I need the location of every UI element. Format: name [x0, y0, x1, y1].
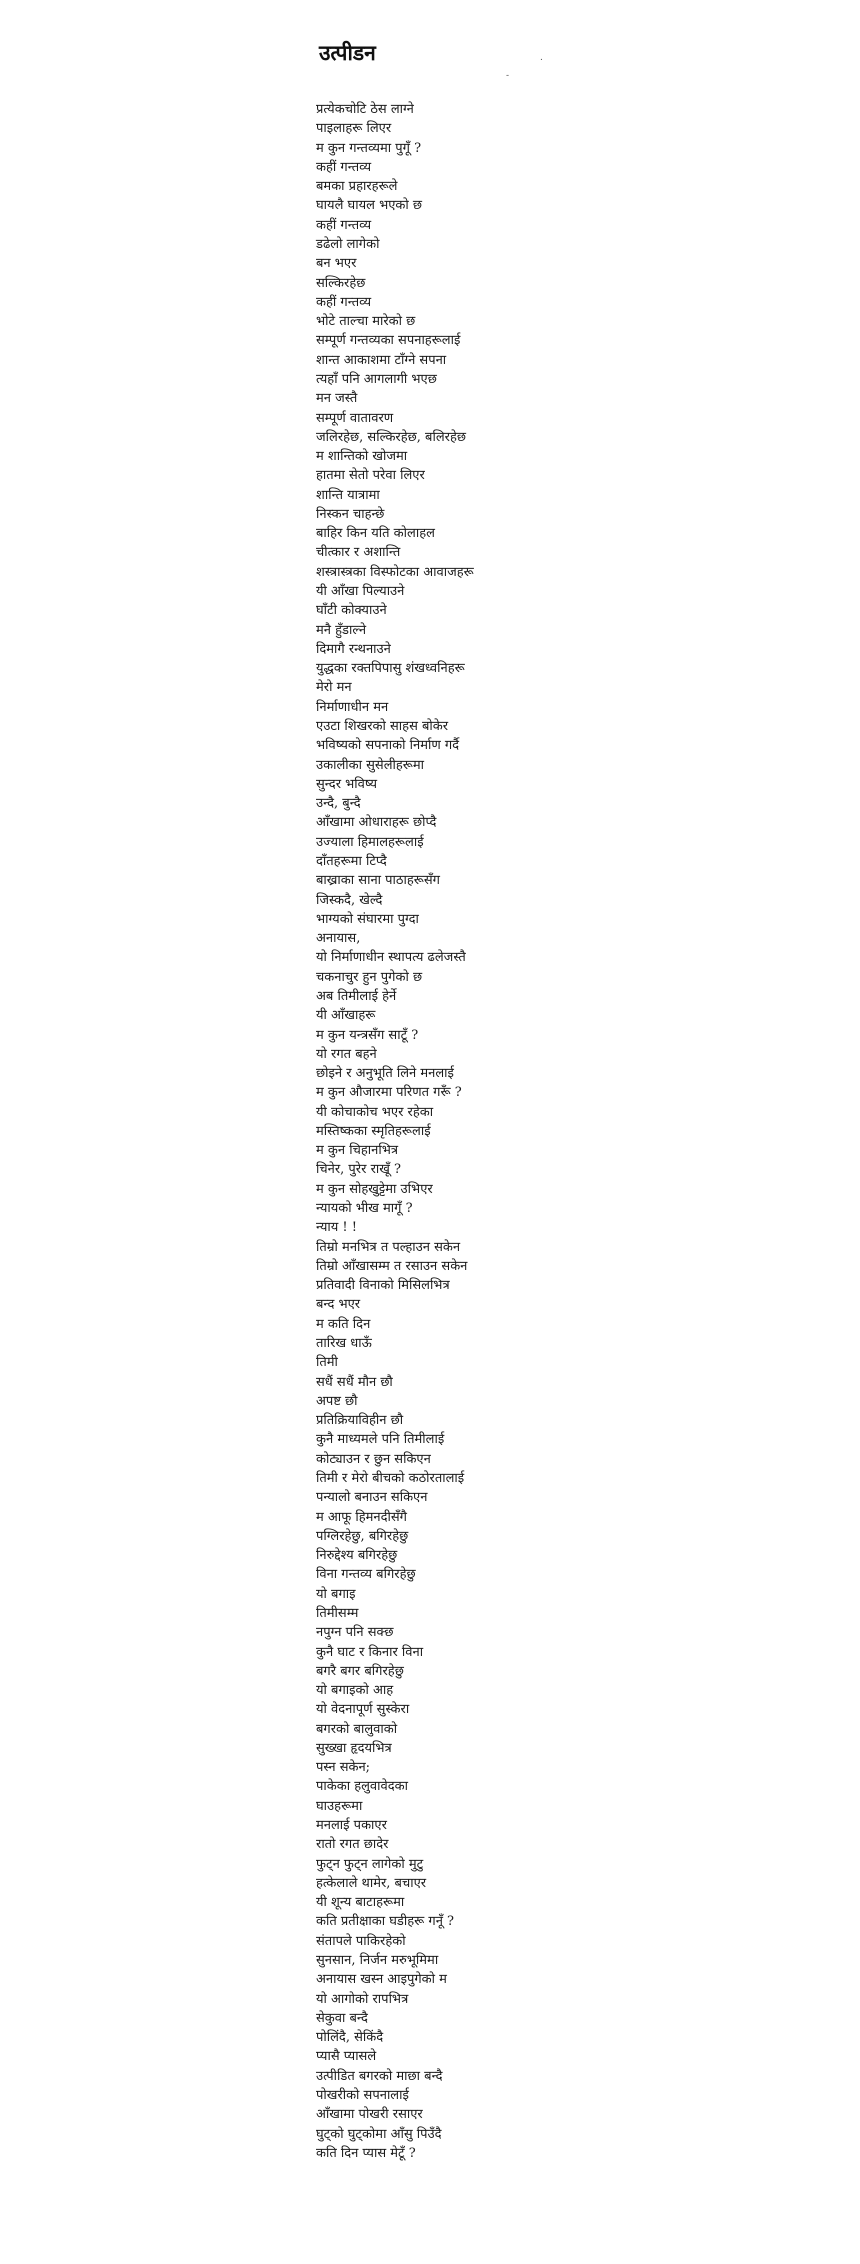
poem-line: कहीं गन्तव्य: [316, 294, 372, 310]
poem-line: उज्याला हिमालहरूलाई: [316, 834, 424, 850]
poem-line: युद्धका रक्तपिपासु शंखध्वनिहरू: [316, 661, 465, 677]
poem-line: सुनसान, निर्जन मरुभूमिमा: [316, 1953, 439, 1968]
poem-line: संतापले पाकिरहेको: [316, 1933, 406, 1949]
poem-line: बाख्राका साना पाठाहरूसँग: [316, 873, 440, 889]
poem-line: उत्पीडित बगरको माछा बन्दै: [316, 2068, 443, 2084]
poem-line: मन जस्तै: [316, 391, 358, 407]
poem-line: पग्लिरहेछु, बगिरहेछु: [316, 1528, 409, 1544]
poem-line: अनायास,: [316, 931, 361, 947]
poem-line: पन्यालो बनाउन सकिएन: [316, 1490, 428, 1506]
poem-line: फुट्न फुट्न लागेको मुटु: [316, 1856, 424, 1872]
poem-line: निर्माणाधीन मन: [316, 699, 389, 715]
poem-line: सल्किरहेछ: [316, 275, 366, 291]
poem-line: यो वेदनापूर्ण सुस्केरा: [316, 1702, 410, 1718]
poem-line: शस्त्रास्त्रका विस्फोटका आवाजहरू: [316, 564, 474, 580]
poem-line: चिनेर, पुरेर राखूँ ?: [316, 1162, 401, 1178]
poem-line: सम्पूर्ण वातावरण: [316, 410, 394, 426]
poem-line: बगरै बगर बगिरहेछु: [316, 1663, 404, 1679]
poem-line: रातो रगत छादेर: [316, 1837, 389, 1853]
poem-line: मनै हुँडाल्ने: [316, 622, 367, 638]
poem-line: तिमी र मेरो बीचको कठोरतालाई: [316, 1470, 465, 1486]
poem-line: सधैं सधैं मौन छौ: [316, 1374, 393, 1390]
poem-line: तारिख धाऊँ: [316, 1336, 372, 1351]
poem-line: घायलै घायल भएको छ: [316, 198, 422, 214]
poem-line: भाग्यको संघारमा पुग्दा: [316, 911, 419, 927]
poem-line: घुट्को घुट्कोमा आँसु पिउँदै: [316, 2126, 442, 2142]
poem-line: प्यासै प्यासले: [316, 2049, 377, 2065]
poem-line: म शान्तिको खोजमा: [316, 449, 408, 465]
poem-line: मेरो मन: [316, 680, 352, 696]
poem-line: म कुन गन्तव्यमा पुगूँ ?: [316, 140, 422, 156]
poem-line: कुनै माध्यमले पनि तिमीलाई: [316, 1432, 445, 1448]
poem-line: अनायास खस्न आइपुगेको म: [316, 1972, 447, 1988]
poem-line: सुन्दर भविष्य: [316, 776, 378, 792]
poem-line: शान्त आकाशमा टाँग्ने सपना: [316, 352, 447, 368]
poem-line: यी कोचाकोच भएर रहेका: [316, 1104, 434, 1120]
poem-line: छोइने र अनुभूति लिने मनलाई: [316, 1066, 454, 1082]
poem-line: बाहिर किन यति कोलाहल: [316, 526, 435, 542]
poem-line: सुख्खा हृदयभित्र: [316, 1740, 392, 1756]
poem-line: पाइलाहरू लिएर: [316, 121, 392, 137]
poem-line: उकालीका सुसेलीहरूमा: [316, 757, 425, 773]
poem-line: यो बगाइ: [316, 1586, 356, 1602]
poem-line: दिमागै रन्थनाउने: [316, 641, 391, 657]
poem-line: कति प्रतीक्षाका घडीहरू गनूँ ?: [316, 1914, 455, 1930]
poem-line: नपुग्न पनि सक्छ: [316, 1625, 394, 1641]
poem-line: दाँतहरूमा टिप्दै: [316, 853, 387, 869]
poem-line: तिम्रो मनभित्र त पल्हाउन सकेन: [316, 1239, 461, 1255]
poem-line: म कुन औजारमा परिणत गरूँ ?: [316, 1085, 462, 1101]
poem-line: भविष्यको सपनाको निर्माण गर्दै: [316, 738, 460, 754]
poem-line: कहीं गन्तव्य: [316, 159, 372, 175]
poem-line: आँखामा ओधाराहरू छोप्दै: [316, 815, 437, 831]
poem-line: बन्द भएर: [316, 1297, 361, 1313]
poem-line: यी आँखाहरू: [316, 1008, 376, 1024]
poem-line: चीत्कार र अशान्ति: [316, 545, 401, 561]
poem-line: अब तिमीलाई हेर्ने: [316, 988, 397, 1004]
poem-line: सम्पूर्ण गन्तव्यका सपनाहरूलाई: [316, 333, 461, 349]
poem-line: निस्कन चाहन्छे: [316, 506, 385, 522]
poem-line: यी आँखा पिल्याउने: [316, 584, 405, 600]
poem-line: बगरको बालुवाको: [316, 1721, 398, 1737]
poem-line: त्यहाँ पनि आगलागी भएछ: [316, 371, 437, 387]
poem-body: [316, 100, 676, 2163]
poem-line: जिस्कदै, खेल्दै: [316, 892, 383, 908]
poem-line: मस्तिष्कका स्मृतिहरूलाई: [316, 1123, 431, 1139]
scan-speck: .: [540, 53, 543, 63]
poem-line: हातमा सेतो परेवा लिएर: [316, 468, 425, 484]
poem-line: पोखरीको सपनालाई: [316, 2087, 409, 2103]
poem-line: अपष्ट छौ: [316, 1393, 358, 1409]
poem-line: शान्ति यात्रामा: [316, 487, 380, 503]
poem-line: यो बगाइको आह: [316, 1683, 394, 1699]
poem-line: पस्न सकेन;: [316, 1760, 371, 1776]
poem-line: जलिरहेछ, सल्किरहेछ, बलिरहेछ: [316, 429, 466, 445]
poem-line: बन भएर: [316, 256, 357, 272]
poem-line: घाउहरूमा: [316, 1798, 363, 1814]
poem-line: न्याय ! !: [316, 1220, 357, 1236]
poem-line: मनलाई पकाएर: [316, 1818, 387, 1834]
poem-line: घाँटी कोक्याउने: [316, 603, 387, 619]
poem-line: हत्केलाले थामेर, बचाएर: [316, 1875, 427, 1891]
poem-line: चकनाचुर हुन पुगेको छ: [316, 969, 423, 985]
poem-line: यो निर्माणाधीन स्थापत्य ढलेजस्तै: [316, 950, 466, 966]
poem-line: सेकुवा बन्दै: [316, 2010, 368, 2026]
poem-line: कोट्याउन र छुन सकिएन: [316, 1451, 431, 1467]
poem-line: यी शून्य बाटाहरूमा: [316, 1895, 405, 1911]
poem-line: म कति दिन: [316, 1316, 371, 1332]
poem-line: प्रतिवादी विनाको मिसिलभित्र: [316, 1278, 450, 1294]
poem-line: म आफू हिमनदीसँगै: [316, 1509, 407, 1525]
poem-line: एउटा शिखरको साहस बोकेर: [316, 719, 449, 734]
poem-line: तिम्रो आँखासम्म त रसाउन सकेन: [316, 1258, 468, 1274]
poem-line: यो रगत बहने: [316, 1046, 377, 1062]
poem-line: निरुद्देश्य बगिरहेछु: [316, 1548, 398, 1564]
poem-line: प्रत्येकचोटि ठेस लाग्ने: [316, 102, 414, 117]
poem-line: कुनै घाट र किनार विना: [316, 1644, 424, 1660]
poem-line: तिमीसम्म: [316, 1605, 359, 1621]
poem-line: बमका प्रहारहरूले: [316, 179, 398, 195]
poem-line: यो आगोको रापभित्र: [316, 1991, 409, 2007]
poem-title: उत्पीडन: [319, 41, 376, 65]
poem-line: डढेलो लागेको: [316, 236, 380, 252]
poem-line: तिमी: [316, 1355, 338, 1371]
scan-speck: -: [506, 71, 510, 81]
poem-line: पोलिंदै, सेकिंदै: [316, 2030, 384, 2046]
poem-line: म कुन चिहानभित्र: [316, 1143, 399, 1159]
poem-line: विना गन्तव्य बगिरहेछु: [316, 1567, 416, 1583]
poem-line: न्यायको भीख मागूँ ?: [316, 1201, 413, 1217]
poem-line: कति दिन प्यास मेटूँ ?: [316, 2145, 416, 2161]
poem-line: कहीं गन्तव्य: [316, 217, 372, 233]
poem-line: म कुन यन्त्रसँग साटूँ ?: [316, 1027, 419, 1043]
poem-line: म कुन सोहखुट्टेमा उभिएर: [316, 1181, 433, 1197]
poem-line: पाकेका हलुवावेदका: [316, 1779, 409, 1795]
poem-line: भोटे ताल्चा मारेको छ: [316, 314, 416, 330]
poem-line: आँखामा पोखरी रसाएर: [316, 2107, 423, 2123]
poem-line: प्रतिक्रियाविहीन छौ: [316, 1413, 404, 1429]
poem-line: उन्दै, बुन्दै: [316, 796, 361, 812]
